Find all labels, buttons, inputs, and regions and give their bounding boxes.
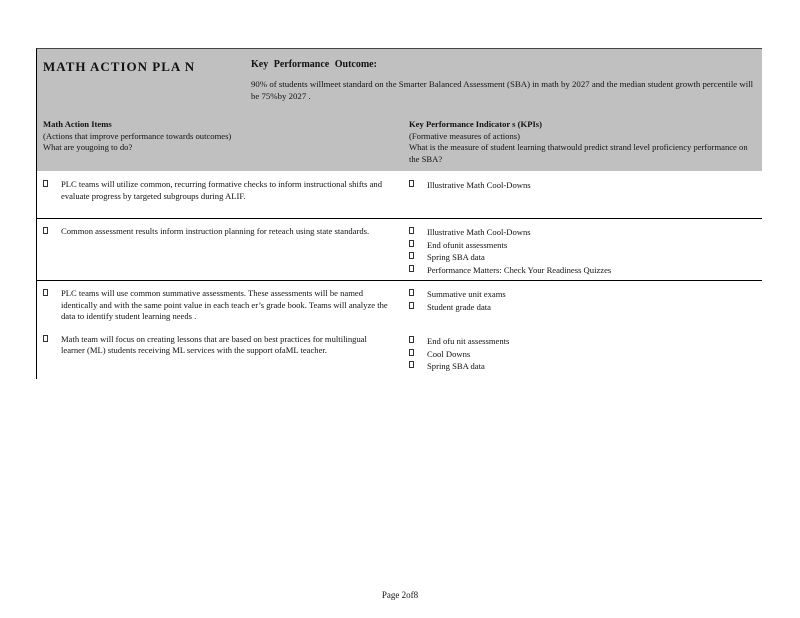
actions-column-header [43, 119, 393, 154]
checkbox-bullet-icon [409, 349, 414, 356]
checkbox-bullet-icon [409, 361, 414, 368]
kpi-text: Illustrative Math Cool-Downs [427, 180, 531, 190]
checkbox-bullet-icon [409, 336, 414, 343]
list-item [407, 335, 757, 348]
list-item [41, 288, 391, 323]
page-number: Page 2of8 [381, 590, 419, 600]
kpi-cell [407, 179, 757, 192]
list-item [407, 239, 757, 252]
checkbox-bullet-icon [43, 180, 48, 187]
list-item [41, 226, 391, 238]
list-item [407, 360, 757, 373]
actions-cell [41, 179, 391, 213]
kpi-text: End ofu nit assessments [427, 336, 510, 346]
list-item [407, 348, 757, 361]
list-item [407, 264, 757, 277]
kpi-text: End ofunit assessments [427, 239, 508, 250]
checkbox-bullet-icon [409, 240, 414, 247]
actions-cell [41, 226, 391, 249]
kpi-cell [407, 226, 757, 276]
page-title: MATH ACTION PLA N [43, 59, 196, 74]
kpi-column-sub1: (Formative measures of actions) [409, 130, 520, 141]
kpo-title: Key Performance Outcome: [251, 59, 377, 70]
actions-column-sub2: What are yougoing to do? [43, 142, 133, 152]
kpi-text: Cool Downs [427, 348, 471, 359]
kpi-text: Summative unit exams [427, 289, 506, 299]
list-item [407, 179, 757, 192]
kpi-column-sub2: What is the measure of student learning thatwould predict strand level proficiency performance on the SBA? [409, 142, 748, 164]
kpi-text: Student grade data [427, 301, 491, 312]
plan-header [36, 48, 762, 171]
kpi-column-title: Key Performance Indicator s (KPIs) [409, 119, 543, 129]
list-item [41, 334, 391, 357]
checkbox-bullet-icon [409, 227, 414, 234]
kpo-text: 90% of students willmeet standard on the Smarter Balanced Assessment (SBA) in math by 2027 and the median student growth percentile will be 75%by 2027 . [251, 79, 754, 101]
list-item [407, 226, 757, 239]
kpi-text: Illustrative Math Cool-Downs [427, 227, 531, 237]
checkbox-bullet-icon [409, 252, 414, 259]
actions-column-sub1: (Actions that improve performance towards outcomes) [43, 130, 232, 141]
action-plan-table [36, 48, 762, 379]
kpi-text: Spring SBA data [427, 252, 485, 262]
action-text: PLC teams will utilize common, recurring formative checks to inform instructional shifts and evaluate progress by targeted subgroups during ALIF. [61, 179, 382, 201]
checkbox-bullet-icon [409, 265, 414, 272]
checkbox-bullet-icon [409, 180, 414, 187]
checkbox-bullet-icon [409, 289, 414, 296]
action-text: Math team will focus on creating lessons that are based on best practices for multilingual learner (ML) students receiving ML services with the support ofaML teacher. [61, 333, 367, 355]
actions-cell [41, 288, 391, 368]
list-item [41, 179, 391, 202]
list-item [407, 301, 757, 314]
list-item [407, 251, 757, 264]
table-row [36, 281, 762, 379]
kpi-text: Spring SBA data [427, 361, 485, 371]
actions-column-title: Math Action Items [43, 119, 112, 129]
checkbox-bullet-icon [43, 335, 48, 342]
table-row [36, 171, 762, 219]
checkbox-bullet-icon [43, 289, 48, 296]
table-row [36, 219, 762, 281]
action-text: PLC teams will use common summative assessments. These assessments will be named identically and with the same point value in each teach er’s grade book. Teams will analyze the data to identify student learning needs . [61, 288, 388, 321]
list-item [407, 288, 757, 301]
checkbox-bullet-icon [43, 227, 48, 234]
kpi-cell [407, 288, 757, 373]
kpi-column-header [409, 119, 759, 165]
action-text: Common assessment results inform instruction planning for reteach using state standards. [61, 226, 370, 236]
checkbox-bullet-icon [409, 302, 414, 309]
kpi-text: Performance Matters: Check Your Readiness Quizzes [427, 264, 612, 275]
